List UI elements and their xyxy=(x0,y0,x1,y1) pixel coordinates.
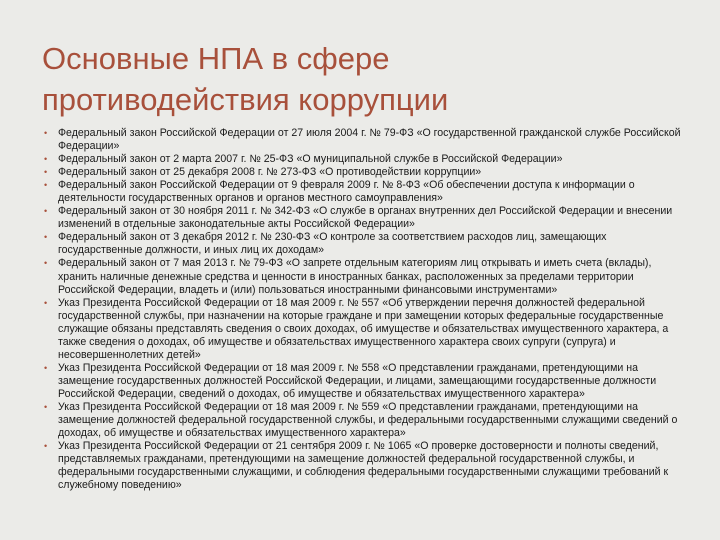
list-item xyxy=(44,231,688,257)
list-item-text: Федеральный закон от 3 декабря 2012 г. № 230-ФЗ «О контроле за соответствием расходов лиц, замещающих государственные должности, и иных лиц их доходам» xyxy=(58,231,607,257)
list-item-text: Федеральный закон от 7 мая 2013 г. № 79-ФЗ «О запрете отдельным категориям лиц открывать и иметь счета (вклады), хранить наличные денежные средства и ценности в иностранных банках, расположенных за пределами территории Российской Федерации, владеть и (или) пользоваться иностранными финансовыми инструментами» xyxy=(58,257,652,296)
list-item-text: Федеральный закон от 25 декабря 2008 г. № 273-ФЗ «О противодействии коррупции» xyxy=(58,166,482,179)
law-list xyxy=(44,127,688,492)
list-item xyxy=(44,166,688,179)
list-item xyxy=(44,179,688,205)
bullet-icon: • xyxy=(44,258,48,269)
list-item xyxy=(44,362,688,401)
bullet-icon: • xyxy=(44,297,48,308)
list-item xyxy=(44,127,688,153)
slide-title-line: Основные НПА в сфере xyxy=(42,41,390,76)
list-item xyxy=(44,401,688,440)
list-item xyxy=(44,205,688,231)
list-item-text: Указ Президента Российской Федерации от 18 мая 2009 г. № 559 «О представлении гражданами, претендующими на замещение должностей федеральной государственной службы, и федеральными государственными служащими сведений о доходах, об имуществе и обязательствах имущественного характера» xyxy=(58,400,678,440)
bullet-icon: • xyxy=(44,206,48,217)
list-item-text: Федеральный закон от 2 марта 2007 г. № 25-ФЗ «О муниципальной службе в Российской Федерации» xyxy=(58,153,563,166)
list-item-text: Федеральный закон Российской Федерации от 27 июля 2004 г. № 79-ФЗ «О государственной гражданской службе Российской Федерации» xyxy=(58,127,681,153)
bullet-icon: • xyxy=(44,180,48,191)
slide-top-band xyxy=(0,0,720,28)
list-item xyxy=(44,257,688,296)
list-item-text: Указ Президента Российской Федерации от 18 мая 2009 г. № 558 «О представлении гражданами, претендующими на замещение государственных должностей Российской Федерации, и лицами, замещающими государственные должности Российской Федерации, сведений о доходах, об имуществе и обязательствах имущественного характера» xyxy=(58,361,657,400)
bullet-icon: • xyxy=(44,401,48,412)
bullet-icon: • xyxy=(44,441,48,452)
bullet-icon: • xyxy=(44,232,48,243)
bullet-icon: • xyxy=(44,128,48,138)
list-item xyxy=(44,297,688,362)
bullet-icon: • xyxy=(44,154,48,165)
list-item-text: Федеральный закон Российской Федерации от 9 февраля 2009 г. № 8-ФЗ «Об обеспечении доступа к информации о деятельности государственных органов и органов местного самоуправления» xyxy=(58,179,635,205)
slide-title xyxy=(42,38,692,120)
bullet-icon: • xyxy=(44,362,48,373)
bullet-icon: • xyxy=(44,167,48,178)
slide-title-line: противодействия коррупции xyxy=(42,82,449,117)
list-item-text: Указ Президента Российской Федерации от 21 сентября 2009 г. № 1065 «О проверке достоверности и полноты сведений, представляемых гражданами, претендующими на замещение должностей федеральной государственной службы, и федеральными государственными служащими, и соблюдения федеральными государственными служащими требований к служебному поведению» xyxy=(58,440,669,492)
list-item xyxy=(44,153,688,166)
list-item-text: Федеральный закон от 30 ноября 2011 г. № 342-ФЗ «О службе в органах внутренних дел Российской Федерации и внесении изменений в отдельные законодательные акты Российской Федерации» xyxy=(58,205,673,231)
list-item-text: Указ Президента Российской Федерации от 18 мая 2009 г. № 557 «Об утверждении перечня должностей федеральной государственной службы, при назначении на которые граждане и при замещении которых федеральные государственные служащие обязаны представлять сведения о своих доходах, об имуществе и обязательствах имущественного характера, а также сведения о доходах, об имуществе и обязательствах имущественного характера своих супруги (супруга) и несовершеннолетних детей» xyxy=(58,296,669,361)
slide-body xyxy=(44,127,688,492)
list-item xyxy=(44,440,688,492)
